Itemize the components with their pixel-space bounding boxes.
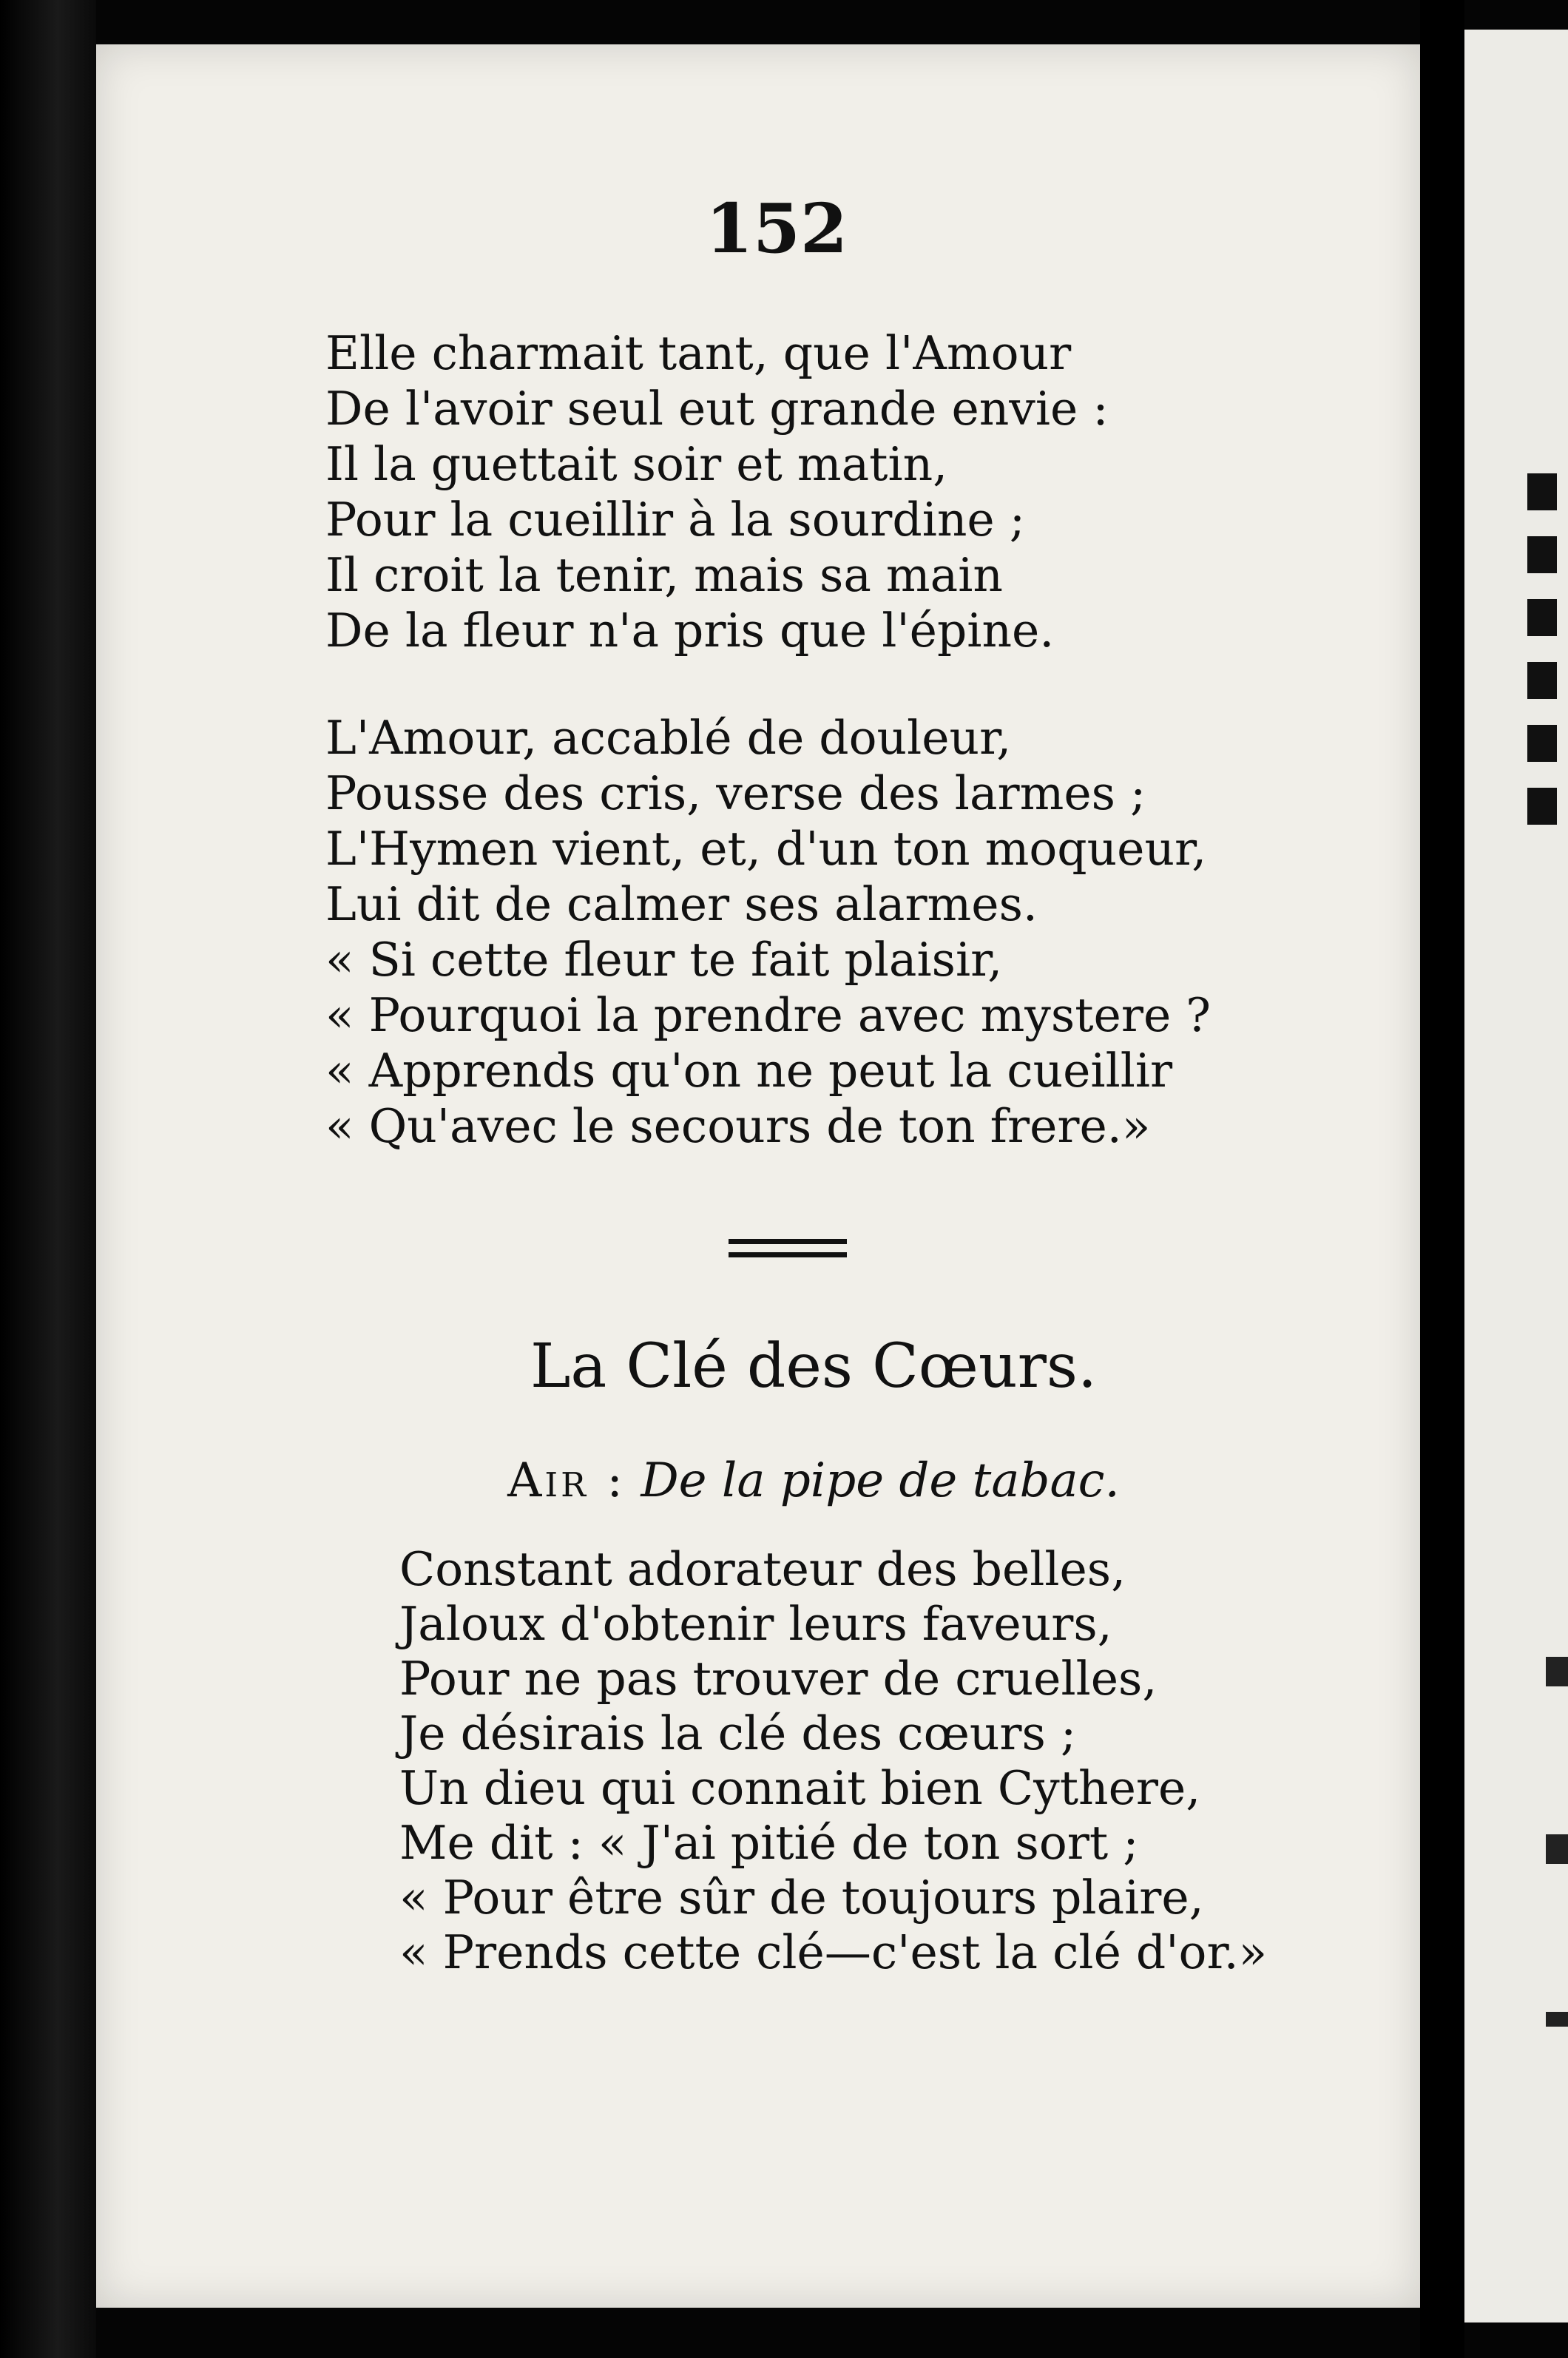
verse-line: Pour la cueillir à la sourdine ;	[325, 493, 1025, 547]
section-divider-bottom	[729, 1252, 847, 1257]
page-number: 152	[705, 189, 848, 268]
verse-line: Me dit : « J'ai pitié de ton sort ;	[399, 1816, 1139, 1870]
verse-line: Il la guettait soir et matin,	[325, 437, 948, 491]
air-tune: De la pipe de tabac.	[641, 1453, 1120, 1508]
air-label: Air :	[507, 1453, 626, 1508]
verse-line: Pousse des cris, verse des larmes ;	[325, 766, 1146, 820]
verse-line: Il croit la tenir, mais sa main	[325, 548, 1003, 602]
book-spine	[0, 0, 96, 2358]
page-gutter	[1420, 0, 1464, 2358]
poem-stanza-1	[325, 325, 1109, 658]
verse-line: « Si cette fleur te fait plaisir,	[325, 933, 1003, 987]
verse-line: L'Amour, accablé de douleur,	[325, 711, 1012, 765]
adjacent-page-text-fragment-lower	[1546, 1657, 1568, 2027]
verse-line: Jaloux d'obtenir leurs faveurs,	[399, 1597, 1112, 1651]
verse-line: Constant adorateur des belles,	[399, 1542, 1126, 1596]
verse-line: De la fleur n'a pris que l'épine.	[325, 604, 1055, 658]
verse-line: « Prends cette clé—c'est la clé d'or.»	[399, 1925, 1268, 1979]
verse-line: Lui dit de calmer ses alarmes.	[325, 877, 1038, 931]
poem-stanza-2	[325, 710, 1211, 1154]
verse-line: « Apprends qu'on ne peut la cueillir	[325, 1044, 1173, 1098]
verse-line: « Pourquoi la prendre avec mystere ?	[325, 988, 1212, 1042]
verse-line: « Pour être sûr de toujours plaire,	[399, 1871, 1204, 1925]
verse-line: L'Hymen vient, et, d'un ton moqueur,	[325, 822, 1207, 876]
verse-line: Un dieu qui connait bien Cythere,	[399, 1761, 1201, 1815]
song-air	[30, 1453, 1568, 1508]
verse-line: Elle charmait tant, que l'Amour	[325, 326, 1072, 380]
adjacent-page-text-fragment	[1527, 473, 1557, 828]
verse-line: « Qu'avec le secours de ton frere.»	[325, 1099, 1151, 1153]
verse-line: Pour ne pas trouver de cruelles,	[399, 1652, 1158, 1706]
verse-line: De l'avoir seul eut grande envie :	[325, 382, 1109, 436]
song-title: La Clé des Cœurs.	[530, 1331, 1098, 1402]
section-divider-top	[729, 1239, 847, 1244]
song-stanza	[399, 1542, 1267, 1980]
verse-line: Je désirais la clé des cœurs ;	[399, 1706, 1077, 1760]
